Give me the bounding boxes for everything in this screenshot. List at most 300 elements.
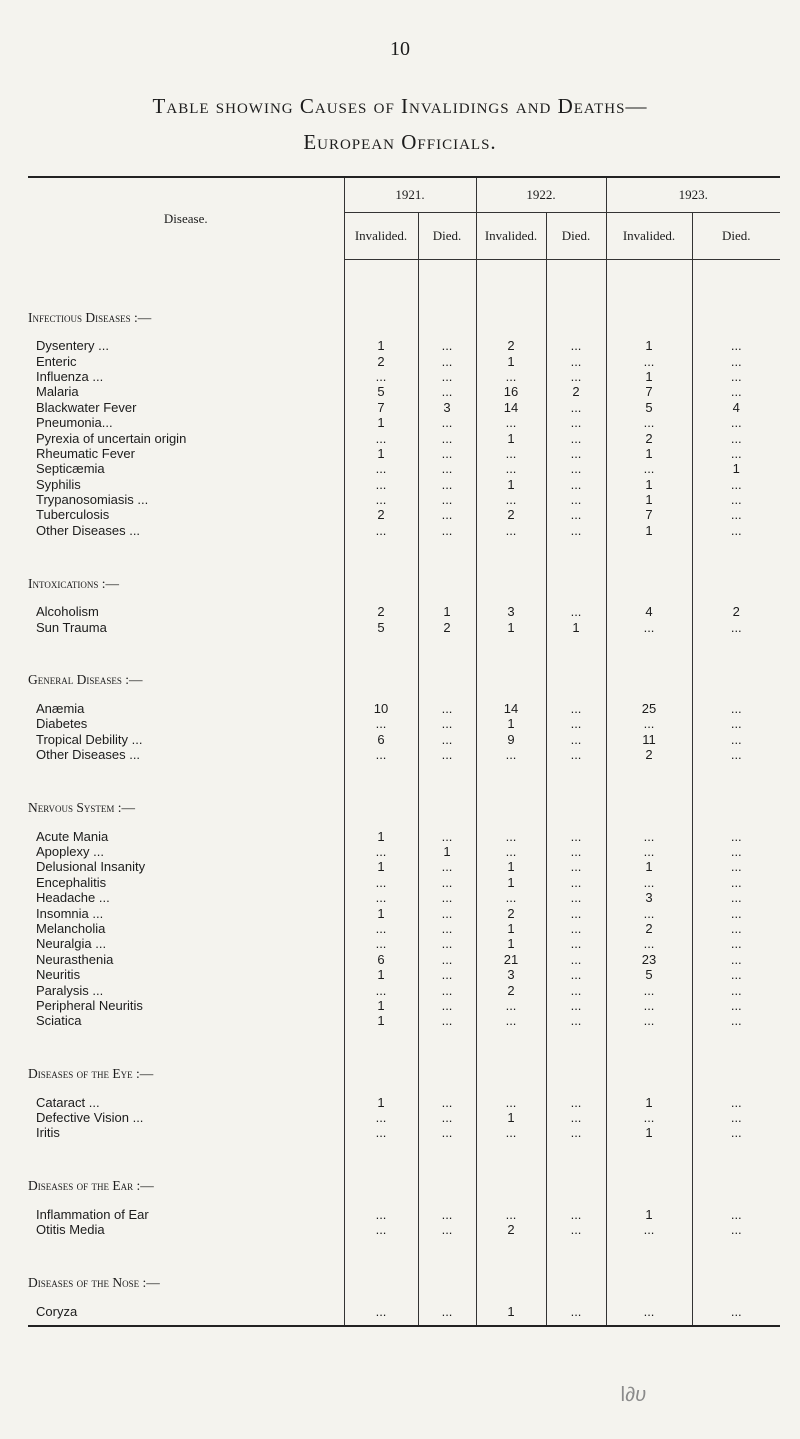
spacer-cell (418, 328, 476, 338)
table-row (28, 716, 780, 731)
spacer-cell (476, 762, 546, 796)
value-cell: 1 (344, 967, 418, 982)
spacer-cell (476, 1029, 546, 1063)
table-row (28, 446, 780, 461)
spacer-row (28, 1029, 780, 1063)
spacer-cell (344, 594, 418, 604)
value-cell: ... (692, 1013, 780, 1028)
empty-cell (606, 306, 692, 328)
value-cell: 21 (476, 952, 546, 967)
value-cell: ... (692, 921, 780, 936)
value-cell: 1 (692, 461, 780, 476)
spacer-cell (476, 1085, 546, 1095)
value-cell: ... (418, 828, 476, 843)
section-heading-row (28, 796, 780, 818)
value-cell: ... (418, 967, 476, 982)
value-cell: ... (418, 998, 476, 1013)
section-heading: Intoxications :— (28, 575, 119, 591)
value-cell: ... (546, 967, 606, 982)
spacer-row (28, 1085, 780, 1095)
value-cell: 4 (606, 604, 692, 619)
table-row (28, 477, 780, 492)
disease-name: Anæmia (36, 701, 85, 717)
value-cell: 6 (344, 952, 418, 967)
table-row (28, 1303, 780, 1318)
section-heading: Nervous System :— (28, 799, 136, 815)
value-cell: 2 (476, 507, 546, 522)
value-cell: 1 (606, 859, 692, 874)
value-cell: ... (692, 369, 780, 384)
disease-name: Iritis (36, 1125, 60, 1141)
spacer-cell (28, 635, 344, 669)
value-cell: ... (476, 1095, 546, 1110)
value-cell: 2 (344, 353, 418, 368)
section-heading-row (28, 1175, 780, 1197)
value-cell: 1 (606, 477, 692, 492)
table-row (28, 967, 780, 982)
spacer-cell (476, 635, 546, 669)
value-cell: ... (344, 1110, 418, 1125)
empty-cell (476, 1063, 546, 1085)
value-cell: 1 (418, 604, 476, 619)
value-cell: ... (546, 1013, 606, 1028)
value-cell: ... (692, 492, 780, 507)
value-cell: 1 (344, 1013, 418, 1028)
spacer-cell (28, 594, 344, 604)
spacer-cell (606, 1237, 692, 1271)
value-cell: ... (692, 875, 780, 890)
value-cell: ... (692, 384, 780, 399)
disease-name: Tuberculosis (36, 507, 110, 523)
empty-cell (606, 1175, 692, 1197)
value-cell: ... (344, 921, 418, 936)
disease-name: Influenza ... (36, 368, 104, 384)
spacer-cell (546, 594, 606, 604)
value-cell: ... (546, 461, 606, 476)
value-cell: ... (546, 353, 606, 368)
empty-cell (476, 796, 546, 818)
value-cell: ... (344, 890, 418, 905)
table-row (28, 1095, 780, 1110)
spacer-cell (28, 260, 344, 307)
spacer-cell (606, 691, 692, 701)
spacer-cell (418, 635, 476, 669)
spacer-cell (28, 1237, 344, 1271)
value-cell: ... (476, 747, 546, 762)
value-cell: ... (546, 747, 606, 762)
value-cell: 1 (344, 828, 418, 843)
value-cell: 1 (418, 844, 476, 859)
value-cell: 16 (476, 384, 546, 399)
year-header-1921: 1921. (344, 177, 476, 213)
value-cell: 1 (606, 338, 692, 353)
value-cell: 14 (476, 701, 546, 716)
spacer-cell (476, 260, 546, 307)
value-cell: ... (418, 701, 476, 716)
section-heading: Diseases of the Eye :— (28, 1066, 154, 1081)
spacer-cell (692, 328, 780, 338)
empty-cell (546, 1271, 606, 1293)
spacer-cell (344, 1293, 418, 1303)
empty-cell (692, 796, 780, 818)
value-cell: 3 (476, 967, 546, 982)
table-row (28, 828, 780, 843)
empty-cell (546, 669, 606, 691)
spacer-cell (692, 594, 780, 604)
spacer-cell (692, 1237, 780, 1271)
value-cell: ... (344, 982, 418, 997)
value-cell: 2 (476, 1222, 546, 1237)
value-cell: 2 (546, 384, 606, 399)
spacer-cell (344, 1029, 418, 1063)
disease-name: Otitis Media (36, 1222, 105, 1238)
value-cell: ... (546, 936, 606, 951)
empty-cell (476, 1271, 546, 1293)
disease-name: Neuritis (36, 967, 81, 983)
table-row (28, 1013, 780, 1028)
table-row (28, 982, 780, 997)
value-cell: ... (692, 905, 780, 920)
value-cell: ... (606, 905, 692, 920)
disease-name: Tropical Debility ... (36, 731, 143, 747)
value-cell: ... (418, 1303, 476, 1318)
value-cell: ... (546, 905, 606, 920)
spacer-cell (344, 691, 418, 701)
spacer-cell (418, 818, 476, 828)
spacer-cell (344, 1197, 418, 1207)
value-cell: 1 (344, 415, 418, 430)
spacer-cell (344, 260, 418, 307)
spacer-cell (418, 260, 476, 307)
value-cell: ... (476, 1207, 546, 1222)
spacer-cell (546, 818, 606, 828)
value-cell: 9 (476, 732, 546, 747)
disease-name: Malaria (36, 384, 79, 400)
table-row (28, 890, 780, 905)
value-cell: ... (692, 1222, 780, 1237)
value-cell: 1 (606, 1125, 692, 1140)
value-cell: ... (546, 1207, 606, 1222)
value-cell: ... (476, 415, 546, 430)
value-cell: ... (418, 353, 476, 368)
spacer-cell (692, 260, 780, 307)
disease-name: Cataract ... (36, 1094, 100, 1110)
value-cell: ... (546, 430, 606, 445)
spacer-cell (606, 1197, 692, 1207)
table-row (28, 604, 780, 619)
value-cell: ... (344, 369, 418, 384)
value-cell: 1 (344, 338, 418, 353)
value-cell: ... (476, 998, 546, 1013)
value-cell: ... (546, 338, 606, 353)
disease-name: Headache ... (36, 890, 110, 906)
value-cell: ... (476, 1013, 546, 1028)
disease-name: Neuralgia ... (36, 936, 107, 952)
value-cell: 2 (418, 619, 476, 634)
value-cell: ... (546, 875, 606, 890)
value-cell: ... (692, 936, 780, 951)
value-cell: ... (418, 1222, 476, 1237)
invalided-header: Invalided. (476, 213, 546, 260)
table-row (28, 430, 780, 445)
table-row (28, 952, 780, 967)
value-cell: ... (476, 461, 546, 476)
empty-cell (606, 669, 692, 691)
table-subtitle: European Officials. (303, 130, 497, 154)
value-cell: ... (546, 890, 606, 905)
value-cell: ... (418, 732, 476, 747)
spacer-cell (418, 1293, 476, 1303)
empty-cell (546, 572, 606, 594)
spacer-cell (692, 1029, 780, 1063)
spacer-cell (692, 538, 780, 572)
value-cell: ... (546, 1095, 606, 1110)
table-row (28, 1110, 780, 1125)
spacer-cell (28, 328, 344, 338)
value-cell: ... (418, 338, 476, 353)
value-cell: ... (606, 1222, 692, 1237)
spacer-cell (546, 1237, 606, 1271)
empty-cell (546, 306, 606, 328)
disease-name: Inflammation of Ear (36, 1206, 149, 1222)
value-cell: 3 (606, 890, 692, 905)
value-cell: 2 (606, 747, 692, 762)
value-cell: ... (344, 477, 418, 492)
value-cell: ... (546, 732, 606, 747)
value-cell: ... (418, 716, 476, 731)
value-cell: ... (692, 890, 780, 905)
value-cell: 14 (476, 400, 546, 415)
spacer-cell (418, 538, 476, 572)
value-cell: ... (546, 604, 606, 619)
spacer-cell (606, 260, 692, 307)
value-cell: ... (692, 982, 780, 997)
value-cell: ... (418, 1013, 476, 1028)
table-row (28, 523, 780, 538)
empty-cell (476, 669, 546, 691)
value-cell: 1 (606, 369, 692, 384)
empty-cell (418, 306, 476, 328)
value-cell: ... (476, 492, 546, 507)
value-cell: ... (418, 936, 476, 951)
spacer-cell (606, 1029, 692, 1063)
table-row (28, 701, 780, 716)
table-row (28, 369, 780, 384)
empty-cell (692, 669, 780, 691)
empty-cell (344, 1063, 418, 1085)
spacer-cell (546, 328, 606, 338)
value-cell: 11 (606, 732, 692, 747)
disease-name: Enteric (36, 353, 77, 369)
year-header-row (28, 177, 780, 213)
empty-cell (692, 306, 780, 328)
spacer-cell (344, 635, 418, 669)
spacer-row (28, 260, 780, 307)
spacer-cell (692, 1085, 780, 1095)
spacer-cell (476, 1319, 546, 1326)
spacer-cell (546, 1029, 606, 1063)
disease-name: Other Diseases ... (36, 747, 141, 763)
spacer-cell (546, 691, 606, 701)
value-cell: ... (418, 905, 476, 920)
value-cell: ... (546, 477, 606, 492)
value-cell: ... (546, 982, 606, 997)
empty-cell (546, 1175, 606, 1197)
disease-name: Defective Vision ... (36, 1110, 144, 1126)
value-cell: ... (692, 747, 780, 762)
section-heading: Infectious Diseases :— (28, 309, 152, 325)
value-cell: 1 (344, 859, 418, 874)
empty-cell (344, 1271, 418, 1293)
died-header: Died. (546, 213, 606, 260)
spacer-cell (692, 1141, 780, 1175)
spacer-row (28, 691, 780, 701)
spacer-cell (344, 762, 418, 796)
table-title: Table showing Causes of Invalidings and Deaths— (152, 94, 648, 118)
died-header: Died. (692, 213, 780, 260)
value-cell: 7 (606, 507, 692, 522)
value-cell: ... (418, 477, 476, 492)
value-cell: ... (418, 430, 476, 445)
spacer-cell (546, 1293, 606, 1303)
value-cell: 5 (344, 384, 418, 399)
value-cell: ... (606, 1303, 692, 1318)
empty-cell (476, 572, 546, 594)
value-cell: ... (344, 936, 418, 951)
spacer-cell (418, 594, 476, 604)
value-cell: ... (344, 461, 418, 476)
empty-cell (418, 572, 476, 594)
disease-name: Coryza (36, 1303, 78, 1319)
disease-name: Paralysis ... (36, 982, 104, 998)
spacer-row (28, 762, 780, 796)
spacer-cell (546, 1197, 606, 1207)
value-cell: 6 (344, 732, 418, 747)
value-cell: ... (692, 998, 780, 1013)
spacer-row (28, 1319, 780, 1326)
spacer-cell (28, 1197, 344, 1207)
spacer-cell (344, 1141, 418, 1175)
value-cell: 2 (476, 905, 546, 920)
spacer-cell (28, 538, 344, 572)
value-cell: 1 (476, 1303, 546, 1318)
disease-name: Apoplexy ... (36, 844, 104, 859)
value-cell: ... (606, 353, 692, 368)
table-row (28, 844, 780, 859)
spacer-cell (476, 1197, 546, 1207)
empty-cell (344, 796, 418, 818)
value-cell: ... (546, 415, 606, 430)
empty-cell (606, 1063, 692, 1085)
spacer-row (28, 538, 780, 572)
value-cell: 5 (344, 619, 418, 634)
disease-name: Peripheral Neuritis (36, 997, 143, 1013)
spacer-cell (606, 635, 692, 669)
spacer-cell (418, 1237, 476, 1271)
disease-name: Sun Trauma (36, 619, 107, 635)
spacer-cell (418, 1141, 476, 1175)
value-cell: ... (546, 369, 606, 384)
spacer-cell (344, 1237, 418, 1271)
value-cell: ... (692, 353, 780, 368)
spacer-row (28, 328, 780, 338)
spacer-cell (28, 691, 344, 701)
value-cell: ... (418, 461, 476, 476)
empty-cell (344, 669, 418, 691)
empty-cell (344, 306, 418, 328)
value-cell: 2 (606, 430, 692, 445)
value-cell: ... (546, 844, 606, 859)
spacer-cell (476, 594, 546, 604)
value-cell: ... (546, 507, 606, 522)
value-cell: ... (546, 716, 606, 731)
table-row (28, 998, 780, 1013)
value-cell: ... (546, 859, 606, 874)
section-heading: General Diseases :— (28, 672, 143, 688)
value-cell: ... (418, 747, 476, 762)
value-cell: ... (606, 461, 692, 476)
table-row (28, 875, 780, 890)
value-cell: 7 (606, 384, 692, 399)
value-cell: ... (418, 415, 476, 430)
value-cell: ... (606, 875, 692, 890)
value-cell: 1 (476, 1110, 546, 1125)
spacer-cell (418, 1029, 476, 1063)
spacer-cell (692, 818, 780, 828)
empty-cell (418, 796, 476, 818)
empty-cell (692, 1063, 780, 1085)
value-cell: ... (692, 716, 780, 731)
value-cell: ... (546, 828, 606, 843)
table-row (28, 353, 780, 368)
disease-name: Other Diseases ... (36, 522, 141, 538)
section-heading-row (28, 669, 780, 691)
value-cell: ... (418, 492, 476, 507)
value-cell: ... (476, 844, 546, 859)
value-cell: ... (606, 936, 692, 951)
spacer-cell (476, 1237, 546, 1271)
value-cell: ... (418, 1207, 476, 1222)
table-row (28, 1125, 780, 1140)
value-cell: ... (606, 828, 692, 843)
empty-cell (418, 669, 476, 691)
spacer-cell (418, 1197, 476, 1207)
value-cell: ... (344, 1222, 418, 1237)
spacer-cell (28, 1319, 344, 1326)
empty-cell (606, 1271, 692, 1293)
spacer-cell (28, 762, 344, 796)
value-cell: ... (418, 1095, 476, 1110)
spacer-cell (28, 1293, 344, 1303)
spacer-cell (344, 818, 418, 828)
table-row (28, 732, 780, 747)
value-cell: ... (476, 828, 546, 843)
table-row (28, 1222, 780, 1237)
value-cell: 2 (692, 604, 780, 619)
value-cell: ... (692, 1110, 780, 1125)
value-cell: 10 (344, 701, 418, 716)
value-cell: 1 (606, 523, 692, 538)
value-cell: 1 (606, 1207, 692, 1222)
value-cell: ... (418, 446, 476, 461)
value-cell: 2 (344, 604, 418, 619)
spacer-cell (606, 594, 692, 604)
spacer-row (28, 1197, 780, 1207)
value-cell: ... (546, 1125, 606, 1140)
section-heading-row (28, 572, 780, 594)
disease-name: Syphilis (36, 476, 81, 492)
value-cell: 2 (476, 982, 546, 997)
